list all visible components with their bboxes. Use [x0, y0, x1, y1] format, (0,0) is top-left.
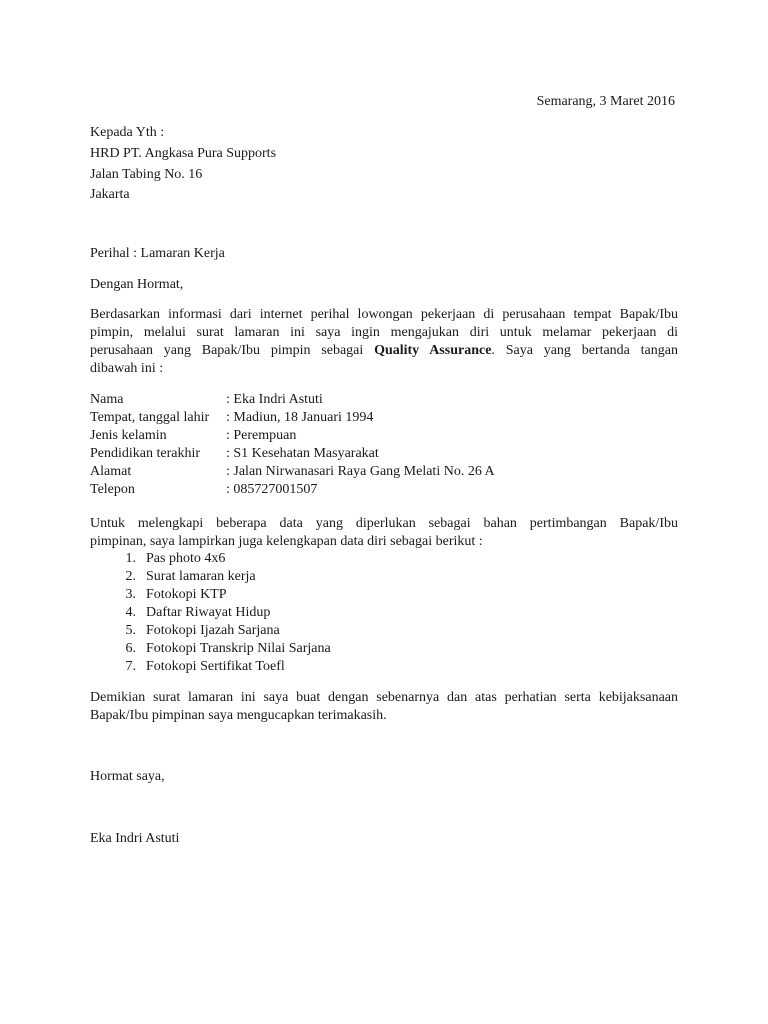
intro-paragraph [90, 306, 678, 378]
identity-row [90, 409, 495, 427]
letter-date: Semarang, 3 Maret 2016 [536, 94, 675, 109]
list-item [90, 658, 331, 676]
recipient-city: Jakarta [90, 187, 130, 202]
list-number: 7. [125, 659, 136, 674]
identity-row [90, 391, 495, 409]
attachments-intro-line-2: pimpinan, saya lampirkan juga kelengkapan data diri sebagai berikut : [90, 534, 483, 549]
recipient-street: Jalan Tabing No. 16 [90, 167, 203, 182]
list-text: Pas photo 4x6 [146, 551, 226, 566]
list-text: Surat lamaran kerja [146, 569, 256, 584]
identity-value: : 085727001507 [226, 482, 318, 497]
list-item [90, 586, 331, 604]
intro-line-3 [90, 342, 678, 360]
closing-line-2: Bapak/Ibu pimpinan saya mengucapkan terimakasih. [90, 708, 387, 723]
list-item [90, 550, 331, 568]
identity-label: Tempat, tanggal lahir [90, 410, 210, 425]
list-item [90, 622, 331, 640]
identity-value: : Jalan Nirwanasari Raya Gang Melati No. 26 A [226, 464, 495, 479]
letter-subject: Perihal : Lamaran Kerja [90, 246, 225, 261]
identity-label: Nama [90, 392, 124, 407]
identity-label: Pendidikan terakhir [90, 446, 201, 461]
list-text: Fotokopi Ijazah Sarjana [146, 623, 280, 638]
identity-table [90, 391, 495, 499]
closing-paragraph [90, 689, 678, 725]
list-number: 6. [125, 641, 136, 656]
list-text: Fotokopi Sertifikat Toefl [146, 659, 285, 674]
identity-value: : Madiun, 18 Januari 1994 [226, 410, 374, 425]
sign-off: Hormat saya, [90, 769, 165, 784]
list-item [90, 640, 331, 658]
attachments-list [90, 550, 331, 676]
signature-name: Eka Indri Astuti [90, 831, 180, 846]
identity-label: Alamat [90, 464, 132, 479]
intro-line-3-text: perusahaan yang Bapak/Ibu pimpin sebagai Quality Assurance. Saya yang bertanda tangan [90, 343, 678, 358]
list-item [90, 568, 331, 586]
list-item [90, 604, 331, 622]
intro-line-1: Berdasarkan informasi dari internet perihal lowongan pekerjaan di perusahaan tempat Bapak/Ibu [90, 307, 678, 322]
identity-row [90, 463, 495, 481]
identity-row [90, 481, 495, 499]
intro-line-2: pimpin, melalui surat lamaran ini saya ingin mengajukan diri untuk melamar pekerjaan di [90, 325, 678, 340]
identity-row [90, 427, 495, 445]
recipient-salutation: Kepada Yth : [90, 125, 165, 140]
identity-label: Telepon [90, 482, 135, 497]
identity-label: Jenis kelamin [90, 428, 167, 443]
list-text: Fotokopi KTP [146, 587, 227, 602]
attachments-intro-line-1: Untuk melengkapi beberapa data yang diperlukan sebagai bahan pertimbangan Bapak/Ibu [90, 516, 678, 531]
identity-value: : Perempuan [226, 428, 297, 443]
identity-value: : Eka Indri Astuti [226, 392, 323, 407]
attachments-intro [90, 515, 678, 551]
closing-line-1: Demikian surat lamaran ini saya buat dengan sebenarnya dan atas perhatian serta kebijaksanaan [90, 690, 678, 705]
position-title: Quality Assurance [374, 343, 492, 358]
list-text: Daftar Riwayat Hidup [146, 605, 271, 620]
identity-value: : S1 Kesehatan Masyarakat [226, 446, 379, 461]
list-number: 1. [125, 551, 136, 566]
list-text: Fotokopi Transkrip Nilai Sarjana [146, 641, 331, 656]
recipient-company: HRD PT. Angkasa Pura Supports [90, 146, 277, 161]
letter-greeting: Dengan Hormat, [90, 277, 184, 292]
intro-line-4: dibawah ini : [90, 361, 164, 376]
list-number: 4. [125, 605, 136, 620]
list-number: 2. [125, 569, 136, 584]
list-number: 5. [125, 623, 136, 638]
list-number: 3. [125, 587, 136, 602]
identity-row [90, 445, 495, 463]
